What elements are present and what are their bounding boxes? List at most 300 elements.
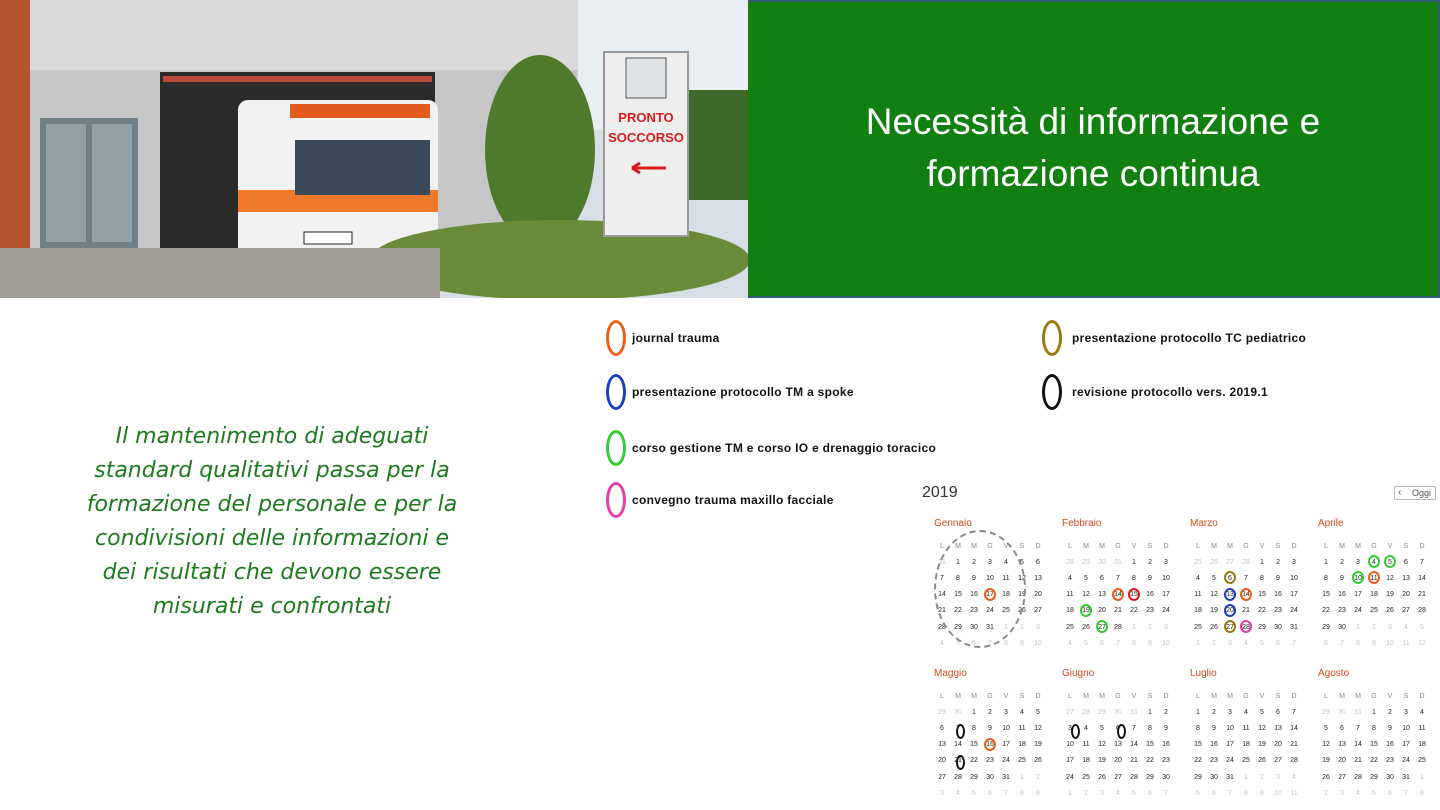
calendar-day[interactable]: 18: [1418, 741, 1426, 749]
calendar-day[interactable]: 25: [1082, 773, 1090, 781]
calendar-day[interactable]: 28: [954, 773, 962, 781]
calendar-day[interactable]: 15: [1194, 741, 1202, 749]
calendar-day[interactable]: 5: [1260, 708, 1264, 716]
calendar-day[interactable]: 31: [986, 623, 994, 631]
calendar-day-outside[interactable]: 8: [1020, 789, 1024, 797]
calendar-day[interactable]: 10: [1290, 574, 1298, 582]
calendar-day-outside[interactable]: 6: [972, 639, 976, 647]
calendar-day[interactable]: 17: [1402, 741, 1410, 749]
today-button[interactable]: [1394, 486, 1436, 500]
calendar-day[interactable]: 14: [954, 741, 962, 749]
calendar-day[interactable]: 3: [1404, 708, 1408, 716]
calendar-day-outside[interactable]: 3: [1388, 623, 1392, 631]
calendar-day[interactable]: 22: [1322, 607, 1330, 615]
calendar-day[interactable]: 25: [1002, 607, 1010, 615]
calendar-day[interactable]: 13: [1222, 587, 1238, 603]
calendar-day[interactable]: 31: [1226, 773, 1234, 781]
calendar-day[interactable]: 31: [1290, 623, 1298, 631]
calendar-day-outside[interactable]: 7: [1004, 789, 1008, 797]
calendar-day-outside[interactable]: 3: [1276, 773, 1280, 781]
calendar-day[interactable]: 24: [1402, 757, 1410, 765]
calendar-day[interactable]: 25: [1418, 757, 1426, 765]
calendar-day[interactable]: 13: [1402, 574, 1410, 582]
calendar-day[interactable]: 28: [1354, 773, 1362, 781]
calendar-day-outside[interactable]: 3: [940, 789, 944, 797]
calendar-day[interactable]: 19: [1210, 607, 1218, 615]
calendar-day[interactable]: 7: [940, 574, 944, 582]
calendar-day[interactable]: 6: [1340, 724, 1344, 732]
calendar-day[interactable]: 21: [1418, 591, 1426, 599]
calendar-day-outside[interactable]: 29: [1098, 708, 1106, 716]
calendar-day[interactable]: 23: [1210, 757, 1218, 765]
calendar-day[interactable]: 21: [1354, 757, 1362, 765]
calendar-day-outside[interactable]: 6: [988, 789, 992, 797]
calendar-day-outside[interactable]: 27: [1066, 708, 1074, 716]
calendar-day-outside[interactable]: 11: [1290, 789, 1298, 797]
calendar-day[interactable]: 21: [1130, 757, 1138, 765]
calendar-day[interactable]: 6: [1100, 574, 1104, 582]
calendar-day-outside[interactable]: 1: [1356, 623, 1360, 631]
calendar-day[interactable]: 7: [956, 724, 960, 732]
calendar-day[interactable]: 17: [982, 587, 998, 603]
calendar-day-outside[interactable]: 12: [1418, 639, 1426, 647]
calendar-day[interactable]: 2: [1276, 558, 1280, 566]
calendar-day-outside[interactable]: 2: [1260, 773, 1264, 781]
calendar-day[interactable]: 2: [1164, 708, 1168, 716]
calendar-day[interactable]: 16: [1274, 591, 1282, 599]
calendar-day[interactable]: 1: [1196, 708, 1200, 716]
calendar-day[interactable]: 10: [1350, 570, 1366, 586]
calendar-day-outside[interactable]: 10: [1162, 639, 1170, 647]
calendar-day-outside[interactable]: 31: [1114, 558, 1122, 566]
calendar-day-outside[interactable]: 8: [1132, 639, 1136, 647]
calendar-day[interactable]: 9: [972, 574, 976, 582]
calendar-day[interactable]: 1: [956, 558, 960, 566]
calendar-day[interactable]: 16: [970, 591, 978, 599]
calendar-day[interactable]: 17: [1002, 741, 1010, 749]
calendar-day-outside[interactable]: 10: [1386, 639, 1394, 647]
calendar-day[interactable]: 10: [1226, 724, 1234, 732]
calendar-day[interactable]: 1: [1324, 558, 1328, 566]
calendar-day[interactable]: 8: [956, 574, 960, 582]
calendar-day-outside[interactable]: 6: [1388, 789, 1392, 797]
calendar-day[interactable]: 11: [1002, 574, 1010, 582]
calendar-day[interactable]: 13: [1098, 591, 1106, 599]
calendar-day[interactable]: 4: [1020, 708, 1024, 716]
calendar-day[interactable]: 6: [1116, 724, 1120, 732]
calendar-day[interactable]: 14: [1130, 741, 1138, 749]
calendar-day[interactable]: 11: [1366, 570, 1382, 586]
calendar-day-outside[interactable]: 1: [1068, 789, 1072, 797]
calendar-day[interactable]: 25: [1018, 757, 1026, 765]
calendar-day-outside[interactable]: 31: [938, 558, 946, 566]
calendar-day[interactable]: 20: [1402, 591, 1410, 599]
calendar-day[interactable]: 23: [1162, 757, 1170, 765]
calendar-day[interactable]: 17: [1162, 591, 1170, 599]
calendar-day[interactable]: 8: [1196, 724, 1200, 732]
calendar-day[interactable]: 23: [1274, 607, 1282, 615]
calendar-day[interactable]: 12: [1322, 741, 1330, 749]
calendar-day[interactable]: 11: [1418, 724, 1426, 732]
calendar-day[interactable]: 23: [1146, 607, 1154, 615]
calendar-day[interactable]: 16: [1146, 591, 1154, 599]
calendar-day-outside[interactable]: 2: [1372, 623, 1376, 631]
calendar-day[interactable]: 8: [1132, 574, 1136, 582]
calendar-day-outside[interactable]: 31: [1354, 708, 1362, 716]
calendar-day[interactable]: 13: [1274, 724, 1282, 732]
calendar-day[interactable]: 20: [1222, 603, 1238, 619]
calendar-day[interactable]: 29: [970, 773, 978, 781]
calendar-day[interactable]: 28: [1418, 607, 1426, 615]
calendar-day[interactable]: 3: [988, 558, 992, 566]
calendar-day[interactable]: 23: [986, 757, 994, 765]
calendar-day[interactable]: 15: [1146, 741, 1154, 749]
calendar-day-outside[interactable]: 8: [1244, 789, 1248, 797]
calendar-day[interactable]: 24: [1290, 607, 1298, 615]
calendar-day[interactable]: 18: [1066, 607, 1074, 615]
calendar-day[interactable]: 8: [1260, 574, 1264, 582]
calendar-day[interactable]: 8: [1148, 724, 1152, 732]
calendar-day[interactable]: 16: [1210, 741, 1218, 749]
calendar-day-outside[interactable]: 1: [1132, 623, 1136, 631]
calendar-day[interactable]: 26: [1018, 607, 1026, 615]
calendar-day[interactable]: 27: [1034, 607, 1042, 615]
calendar-day[interactable]: 27: [1114, 773, 1122, 781]
calendar-day[interactable]: 2: [972, 558, 976, 566]
calendar-day[interactable]: 11: [1066, 591, 1074, 599]
calendar-day-outside[interactable]: 2: [1212, 639, 1216, 647]
calendar-day[interactable]: 11: [1194, 591, 1202, 599]
calendar-day-outside[interactable]: 4: [1116, 789, 1120, 797]
calendar-day[interactable]: 17: [1226, 741, 1234, 749]
calendar-day[interactable]: 28: [1238, 619, 1254, 635]
calendar-day[interactable]: 10: [986, 574, 994, 582]
calendar-day-outside[interactable]: 28: [1082, 708, 1090, 716]
calendar-day[interactable]: 4: [1244, 708, 1248, 716]
calendar-day-outside[interactable]: 4: [1356, 789, 1360, 797]
calendar-day[interactable]: 3: [1356, 558, 1360, 566]
calendar-day[interactable]: 5: [1324, 724, 1328, 732]
calendar-day[interactable]: 4: [1004, 558, 1008, 566]
calendar-day[interactable]: 19: [1386, 591, 1394, 599]
calendar-day[interactable]: 9: [1164, 724, 1168, 732]
calendar-day-outside[interactable]: 28: [1242, 558, 1250, 566]
calendar-day[interactable]: 22: [1194, 757, 1202, 765]
calendar-day[interactable]: 19: [1322, 757, 1330, 765]
calendar-day[interactable]: 18: [1370, 591, 1378, 599]
calendar-day[interactable]: 27: [1402, 607, 1410, 615]
calendar-day-outside[interactable]: 30: [1098, 558, 1106, 566]
calendar-day[interactable]: 19: [1078, 603, 1094, 619]
calendar-day[interactable]: 27: [1274, 757, 1282, 765]
calendar-day[interactable]: 13: [1338, 741, 1346, 749]
calendar-day[interactable]: 25: [1370, 607, 1378, 615]
calendar-day[interactable]: 6: [1276, 708, 1280, 716]
calendar-day[interactable]: 7: [1292, 708, 1296, 716]
calendar-day[interactable]: 2: [1148, 558, 1152, 566]
calendar-day-outside[interactable]: 10: [1034, 639, 1042, 647]
calendar-day[interactable]: 19: [1034, 741, 1042, 749]
calendar-day[interactable]: 27: [1094, 619, 1110, 635]
calendar-day-outside[interactable]: 1: [1196, 639, 1200, 647]
calendar-day[interactable]: 20: [938, 757, 946, 765]
calendar-day[interactable]: 1: [972, 708, 976, 716]
calendar-day[interactable]: 6: [940, 724, 944, 732]
calendar-day[interactable]: 20: [1114, 757, 1122, 765]
calendar-day-outside[interactable]: 5: [1260, 639, 1264, 647]
calendar-day[interactable]: 14: [1110, 587, 1126, 603]
calendar-day[interactable]: 29: [1370, 773, 1378, 781]
calendar-day[interactable]: 12: [1098, 741, 1106, 749]
calendar-day-outside[interactable]: 9: [1148, 639, 1152, 647]
calendar-day[interactable]: 6: [1404, 558, 1408, 566]
calendar-day[interactable]: 7: [1356, 724, 1360, 732]
calendar-day[interactable]: 25: [1242, 757, 1250, 765]
calendar-day[interactable]: 20: [1338, 757, 1346, 765]
calendar-day[interactable]: 31: [1402, 773, 1410, 781]
calendar-day[interactable]: 23: [970, 607, 978, 615]
calendar-day[interactable]: 3: [1068, 724, 1072, 732]
calendar-day[interactable]: 8: [972, 724, 976, 732]
calendar-day[interactable]: 1: [1148, 708, 1152, 716]
calendar-day[interactable]: 2: [1212, 708, 1216, 716]
calendar-day[interactable]: 15: [970, 741, 978, 749]
calendar-day-outside[interactable]: 27: [1226, 558, 1234, 566]
calendar-day-outside[interactable]: 29: [1322, 708, 1330, 716]
calendar-day[interactable]: 8: [1324, 574, 1328, 582]
calendar-day[interactable]: 4: [1084, 724, 1088, 732]
calendar-day[interactable]: 29: [1194, 773, 1202, 781]
calendar-day[interactable]: 30: [1274, 623, 1282, 631]
calendar-day-outside[interactable]: 7: [1292, 639, 1296, 647]
calendar-day[interactable]: 24: [1066, 773, 1074, 781]
calendar-day[interactable]: 17: [1290, 591, 1298, 599]
calendar-day[interactable]: 10: [1066, 741, 1074, 749]
calendar-day[interactable]: 14: [1238, 587, 1254, 603]
calendar-day[interactable]: 13: [938, 741, 946, 749]
calendar-day-outside[interactable]: 4: [956, 789, 960, 797]
calendar-day-outside[interactable]: 6: [1148, 789, 1152, 797]
calendar-day[interactable]: 24: [1226, 757, 1234, 765]
calendar-day[interactable]: 19: [1098, 757, 1106, 765]
calendar-day-outside[interactable]: 30: [954, 708, 962, 716]
calendar-day[interactable]: 9: [1388, 724, 1392, 732]
calendar-day[interactable]: 30: [1162, 773, 1170, 781]
calendar-day[interactable]: 26: [1098, 773, 1106, 781]
calendar-day[interactable]: 4: [1420, 708, 1424, 716]
calendar-day-outside[interactable]: 4: [1244, 639, 1248, 647]
calendar-day[interactable]: 1: [1372, 708, 1376, 716]
calendar-day[interactable]: 28: [1114, 623, 1122, 631]
calendar-day[interactable]: 19: [1258, 741, 1266, 749]
calendar-day-outside[interactable]: 26: [1210, 558, 1218, 566]
calendar-day[interactable]: 18: [1002, 591, 1010, 599]
calendar-day[interactable]: 12: [1258, 724, 1266, 732]
calendar-day[interactable]: 21: [1290, 741, 1298, 749]
calendar-day[interactable]: 23: [1338, 607, 1346, 615]
calendar-day[interactable]: 17: [1066, 757, 1074, 765]
calendar-day[interactable]: 16: [1162, 741, 1170, 749]
calendar-day[interactable]: 15: [1370, 741, 1378, 749]
calendar-day-outside[interactable]: 11: [1402, 639, 1410, 647]
calendar-day[interactable]: 7: [1244, 574, 1248, 582]
calendar-day-outside[interactable]: 9: [1260, 789, 1264, 797]
calendar-day[interactable]: 18: [1194, 607, 1202, 615]
calendar-day[interactable]: 10: [1162, 574, 1170, 582]
calendar-day[interactable]: 30: [1210, 773, 1218, 781]
calendar-day[interactable]: 27: [1338, 773, 1346, 781]
calendar-day[interactable]: 20: [1098, 607, 1106, 615]
calendar-day-outside[interactable]: 10: [1274, 789, 1282, 797]
calendar-day-outside[interactable]: 4: [1068, 639, 1072, 647]
calendar-day[interactable]: 24: [1162, 607, 1170, 615]
calendar-day-outside[interactable]: 8: [1356, 639, 1360, 647]
calendar-day-outside[interactable]: 29: [1082, 558, 1090, 566]
calendar-day[interactable]: 9: [1340, 574, 1344, 582]
calendar-day[interactable]: 26: [1322, 773, 1330, 781]
calendar-day[interactable]: 30: [1386, 773, 1394, 781]
calendar-day[interactable]: 12: [1018, 574, 1026, 582]
calendar-day-outside[interactable]: 5: [956, 639, 960, 647]
calendar-day-outside[interactable]: 2: [1020, 623, 1024, 631]
calendar-day[interactable]: 7: [1420, 558, 1424, 566]
calendar-day-outside[interactable]: 2: [1036, 773, 1040, 781]
calendar-day[interactable]: 12: [1386, 574, 1394, 582]
calendar-day-outside[interactable]: 5: [1372, 789, 1376, 797]
calendar-day[interactable]: 7: [1116, 574, 1120, 582]
calendar-day[interactable]: 16: [982, 737, 998, 753]
calendar-day-outside[interactable]: 9: [1020, 639, 1024, 647]
calendar-day[interactable]: 22: [1258, 607, 1266, 615]
calendar-day[interactable]: 26: [1258, 757, 1266, 765]
calendar-day[interactable]: 12: [1034, 724, 1042, 732]
calendar-day-outside[interactable]: 6: [1100, 639, 1104, 647]
calendar-day-outside[interactable]: 7: [1404, 789, 1408, 797]
calendar-day[interactable]: 29: [1322, 623, 1330, 631]
calendar-day[interactable]: 24: [986, 607, 994, 615]
calendar-day[interactable]: 21: [954, 757, 962, 765]
calendar-day-outside[interactable]: 6: [1276, 639, 1280, 647]
calendar-day[interactable]: 5: [1020, 558, 1024, 566]
calendar-day-outside[interactable]: 7: [1164, 789, 1168, 797]
calendar-day[interactable]: 6: [1222, 570, 1238, 586]
calendar-day-outside[interactable]: 8: [1004, 639, 1008, 647]
calendar-day[interactable]: 10: [1002, 724, 1010, 732]
calendar-day[interactable]: 15: [1322, 591, 1330, 599]
calendar-day[interactable]: 7: [1132, 724, 1136, 732]
calendar-day[interactable]: 16: [1338, 591, 1346, 599]
calendar-day[interactable]: 27: [1222, 619, 1238, 635]
calendar-day[interactable]: 8: [1372, 724, 1376, 732]
calendar-day[interactable]: 26: [1386, 607, 1394, 615]
calendar-day[interactable]: 17: [1354, 591, 1362, 599]
calendar-day[interactable]: 19: [1018, 591, 1026, 599]
calendar-day-outside[interactable]: 7: [1340, 639, 1344, 647]
calendar-day[interactable]: 4: [1196, 574, 1200, 582]
calendar-day[interactable]: 9: [1148, 574, 1152, 582]
calendar-day-outside[interactable]: 5: [1084, 639, 1088, 647]
calendar-day[interactable]: 5: [1100, 724, 1104, 732]
calendar-day[interactable]: 18: [1082, 757, 1090, 765]
calendar-day[interactable]: 9: [1276, 574, 1280, 582]
calendar-day-outside[interactable]: 28: [1066, 558, 1074, 566]
calendar-day[interactable]: 9: [988, 724, 992, 732]
calendar-day[interactable]: 24: [1002, 757, 1010, 765]
calendar-day[interactable]: 5: [1382, 554, 1398, 570]
calendar-day[interactable]: 11: [1242, 724, 1250, 732]
calendar-day[interactable]: 24: [1354, 607, 1362, 615]
calendar-day[interactable]: 28: [938, 623, 946, 631]
calendar-day[interactable]: 1: [1260, 558, 1264, 566]
calendar-day[interactable]: 5: [1212, 574, 1216, 582]
calendar-day[interactable]: 26: [1082, 623, 1090, 631]
calendar-day[interactable]: 14: [1354, 741, 1362, 749]
calendar-day[interactable]: 2: [1388, 708, 1392, 716]
calendar-day-outside[interactable]: 8: [1420, 789, 1424, 797]
calendar-day-outside[interactable]: 2: [1148, 623, 1152, 631]
calendar-day[interactable]: 13: [1034, 574, 1042, 582]
calendar-day[interactable]: 4: [1068, 574, 1072, 582]
calendar-day[interactable]: 2: [988, 708, 992, 716]
calendar-day-outside[interactable]: 9: [1372, 639, 1376, 647]
calendar-day-outside[interactable]: 25: [1194, 558, 1202, 566]
calendar-day[interactable]: 15: [1126, 587, 1142, 603]
calendar-day-outside[interactable]: 3: [1164, 623, 1168, 631]
calendar-day[interactable]: 2: [1340, 558, 1344, 566]
calendar-day[interactable]: 9: [1212, 724, 1216, 732]
calendar-day-outside[interactable]: 5: [1420, 623, 1424, 631]
calendar-day[interactable]: 15: [1258, 591, 1266, 599]
calendar-day[interactable]: 22: [954, 607, 962, 615]
calendar-day[interactable]: 22: [1370, 757, 1378, 765]
calendar-day-outside[interactable]: 4: [940, 639, 944, 647]
calendar-day-outside[interactable]: 4: [1292, 773, 1296, 781]
calendar-day[interactable]: 29: [1146, 773, 1154, 781]
calendar-day-outside[interactable]: 3: [1100, 789, 1104, 797]
calendar-day[interactable]: 28: [1290, 757, 1298, 765]
calendar-day[interactable]: 11: [1018, 724, 1026, 732]
calendar-day[interactable]: 15: [954, 591, 962, 599]
calendar-day-outside[interactable]: 5: [1196, 789, 1200, 797]
calendar-day[interactable]: 21: [1114, 607, 1122, 615]
calendar-day-outside[interactable]: 7: [1228, 789, 1232, 797]
calendar-day[interactable]: 22: [970, 757, 978, 765]
chevron-left-icon[interactable]: ‹: [1398, 487, 1402, 498]
calendar-day[interactable]: 3: [1292, 558, 1296, 566]
calendar-day[interactable]: 10: [1402, 724, 1410, 732]
calendar-day[interactable]: 20: [1034, 591, 1042, 599]
calendar-day[interactable]: 3: [1228, 708, 1232, 716]
calendar-day[interactable]: 18: [1242, 741, 1250, 749]
calendar-day-outside[interactable]: 1: [1004, 623, 1008, 631]
calendar-day[interactable]: 22: [1146, 757, 1154, 765]
calendar-day-outside[interactable]: 7: [1116, 639, 1120, 647]
calendar-day[interactable]: 14: [1290, 724, 1298, 732]
calendar-day[interactable]: 25: [1194, 623, 1202, 631]
calendar-day[interactable]: 11: [1082, 741, 1090, 749]
calendar-day[interactable]: 21: [938, 607, 946, 615]
calendar-day[interactable]: 30: [970, 623, 978, 631]
calendar-day[interactable]: 30: [1338, 623, 1346, 631]
calendar-day[interactable]: 3: [1164, 558, 1168, 566]
calendar-day-outside[interactable]: 7: [988, 639, 992, 647]
calendar-day-outside[interactable]: 5: [972, 789, 976, 797]
calendar-day-outside[interactable]: 1: [1244, 773, 1248, 781]
calendar-day[interactable]: 18: [1018, 741, 1026, 749]
calendar-day[interactable]: 14: [1418, 574, 1426, 582]
calendar-day-outside[interactable]: 3: [1228, 639, 1232, 647]
calendar-day[interactable]: 26: [1210, 623, 1218, 631]
